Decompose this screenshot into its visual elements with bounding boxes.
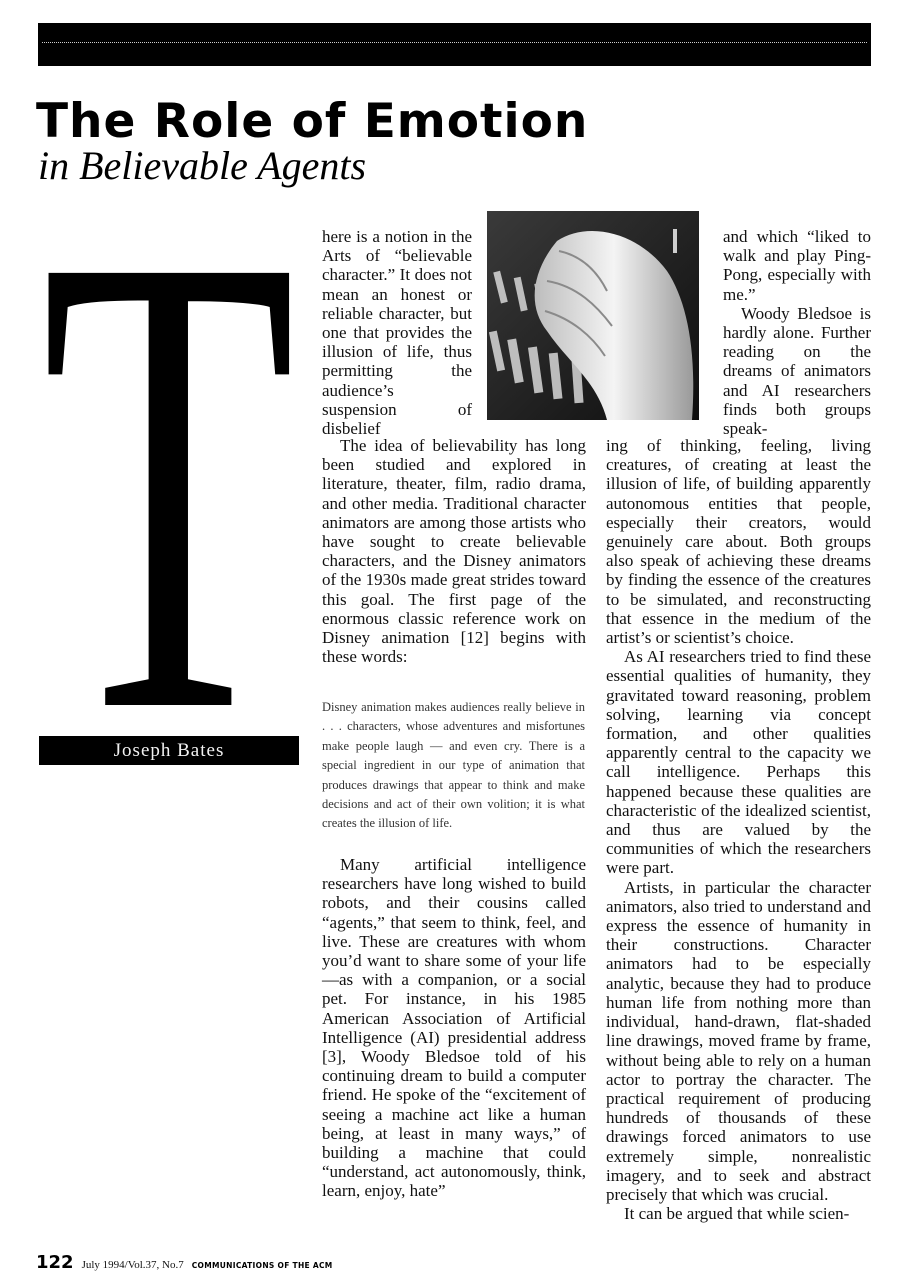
issue-info: July 1994/Vol.37, No.7 xyxy=(81,1259,184,1271)
header-dotted-rule xyxy=(42,42,867,43)
paragraph-scien: It can be argued that while scien- xyxy=(624,1204,850,1224)
page-number: 122 xyxy=(36,1252,74,1273)
author-byline: Joseph Bates xyxy=(39,736,299,765)
paragraph-believability: The idea of believability has long been studied and explored in literature, theater, film, radio drama, and other media. Traditional character animators are among those artists who have sought to create believable characters, and the Disney animators of the 1930s made great strides toward this goal. The first page of the enormous classic reference work on Disney animation [12] begins with these words: xyxy=(322,436,586,667)
page-footer xyxy=(36,1252,333,1273)
paragraph-artists: Artists, in particular the character animators, also tried to understand and express the essence of humanity in their constructions. Character animators had to be especially analytic, because they had to produce human life from nothing more than individual, hand-drawn, flat-shaded line drawings, moved frame by frame, without being able to rely on a human actor to portray the character. The practical requirement of producing hundreds of thousands of these drawings forced animators to use extremely simple, nonrealistic imagery, and to seek and abstract precisely that which was crucial. xyxy=(606,877,871,1204)
paragraph-bledsoe-alone: Woody Bledsoe is hardly alone. Further reading on the dreams of animators and AI researchers finds both groups speak- xyxy=(723,303,871,439)
paragraph-continued: ing of thinking, feeling, living creatures, of creating at least the illusion of life, of building apparently autonomous entities that people, especially their creators, would genuinely care about. Both groups also speak of achieving these dreams by finding the essence of the creatures to be simulated, and reconstructing that essence in the medium of the artist’s or scientist’s choice. xyxy=(606,436,871,648)
article-title: The Role of Emotion xyxy=(36,94,589,149)
opening-paragraph: here is a notion in the Arts of “believable character.” It does not mean an honest or reliable character, but one that provides the illusion of life, thus permitting the audience’s suspension of disbelief xyxy=(322,227,472,439)
journal-name: COMMUNICATIONS OF THE ACM xyxy=(191,1261,333,1270)
drop-cap-glyph: T xyxy=(41,213,296,713)
column-2-body xyxy=(322,436,586,666)
header-bar xyxy=(38,23,871,66)
gloved-hand-keyboard-photo xyxy=(487,211,699,420)
drop-cap-letter xyxy=(39,213,298,713)
column-3-body xyxy=(606,436,871,1223)
paragraph-ai-researchers: Many artificial intelligence researchers have long wished to build robots, and their cousins called “agents,” that seem to think, feel, and live. These are creatures with whom you’d want to share some of your life—as with a companion, or a social pet. For instance, in his 1985 American Association of Artificial Intelligence (AI) presidential address [3], Woody Bledsoe told of his continuing dream to build a computer friend. He spoke of the “excitement of seeing a machine act like a human being, at least in many ways,” of building a machine that could “understand, act autonomously, think, learn, enjoy, hate” xyxy=(322,855,586,1201)
paragraph-bledsoe-quote: and which “liked to walk and play Ping-Pong, especially with me.” xyxy=(723,227,871,304)
column-2-continued xyxy=(322,855,586,1201)
paragraph-essential-qualities: As AI researchers tried to find these essential qualities of humanity, they gravitated toward reasoning, problem solving, learning via concept formation, and other qualities apparently central to the capacity we call intelligence. Perhaps this happened because these qualities are characteristic of the idealized scientist, and thus are valued by the communities of which the researchers were part. xyxy=(606,647,871,878)
column-3-top xyxy=(723,227,871,438)
column-2-opening xyxy=(322,227,472,438)
disney-block-quote: Disney animation makes audiences really believe in . . . characters, whose adventures and misfortunes make people laugh — and even cry. There is a special ingredient in our type of animation that produces drawings that appear to think and make decisions and act of their own volition; it is what creates the illusion of life. xyxy=(322,700,585,831)
article-subtitle: in Believable Agents xyxy=(38,143,367,188)
